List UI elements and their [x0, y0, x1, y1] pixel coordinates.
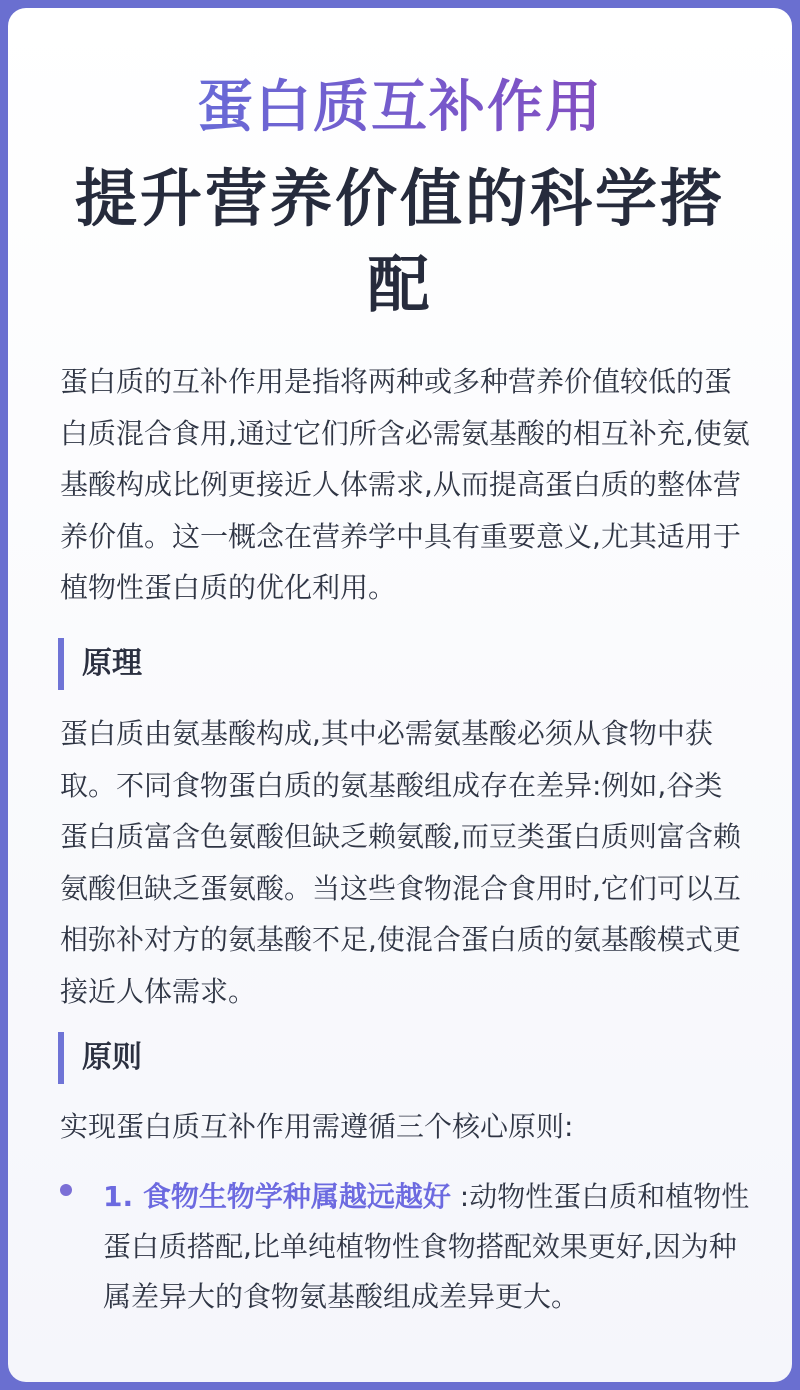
section-heading-rules: 原则 — [58, 1032, 142, 1084]
list-item-title: 1. 食物生物学种属越远越好 — [103, 1180, 451, 1213]
article-card — [8, 8, 792, 1382]
page-title: 蛋白质互补作用 — [8, 70, 792, 146]
intro-paragraph: 蛋白质的互补作用是指将两种或多种营养价值较低的蛋白质混合食用,通过它们所含必需氨基酸的相互补充,使氨基酸构成比例更接近人体需求,从而提高蛋白质的整体营养价值。这一概念在营养学中具有重要意义,尤其适用于植物性蛋白质的优化利用。 — [60, 365, 750, 604]
list-item — [103, 1172, 758, 1322]
page-subtitle: 提升营养价值的科学搭配 — [74, 162, 725, 321]
list-item-text: :动物性蛋白质和植物性蛋白质搭配,比单纯植物性食物搭配效果更好,因为种属差异大的食物氨基酸组成差异更大。 — [103, 1180, 750, 1313]
rules-intro-paragraph: 实现蛋白质互补作用需遵循三个核心原则: — [60, 1110, 574, 1143]
principle-paragraph: 蛋白质由氨基酸构成,其中必需氨基酸必须从食物中获取。不同食物蛋白质的氨基酸组成存在差异:例如,谷类蛋白质富含色氨酸但缺乏赖氨酸,而豆类蛋白质则富含赖氨酸但缺乏蛋氨酸。当这些食物混合食用时,它们可以互相弥补对方的氨基酸不足,使混合蛋白质的氨基酸模式更接近人体需求。 — [60, 717, 741, 1008]
section-heading-principle: 原理 — [58, 638, 142, 690]
list-bullet-icon — [60, 1184, 72, 1196]
